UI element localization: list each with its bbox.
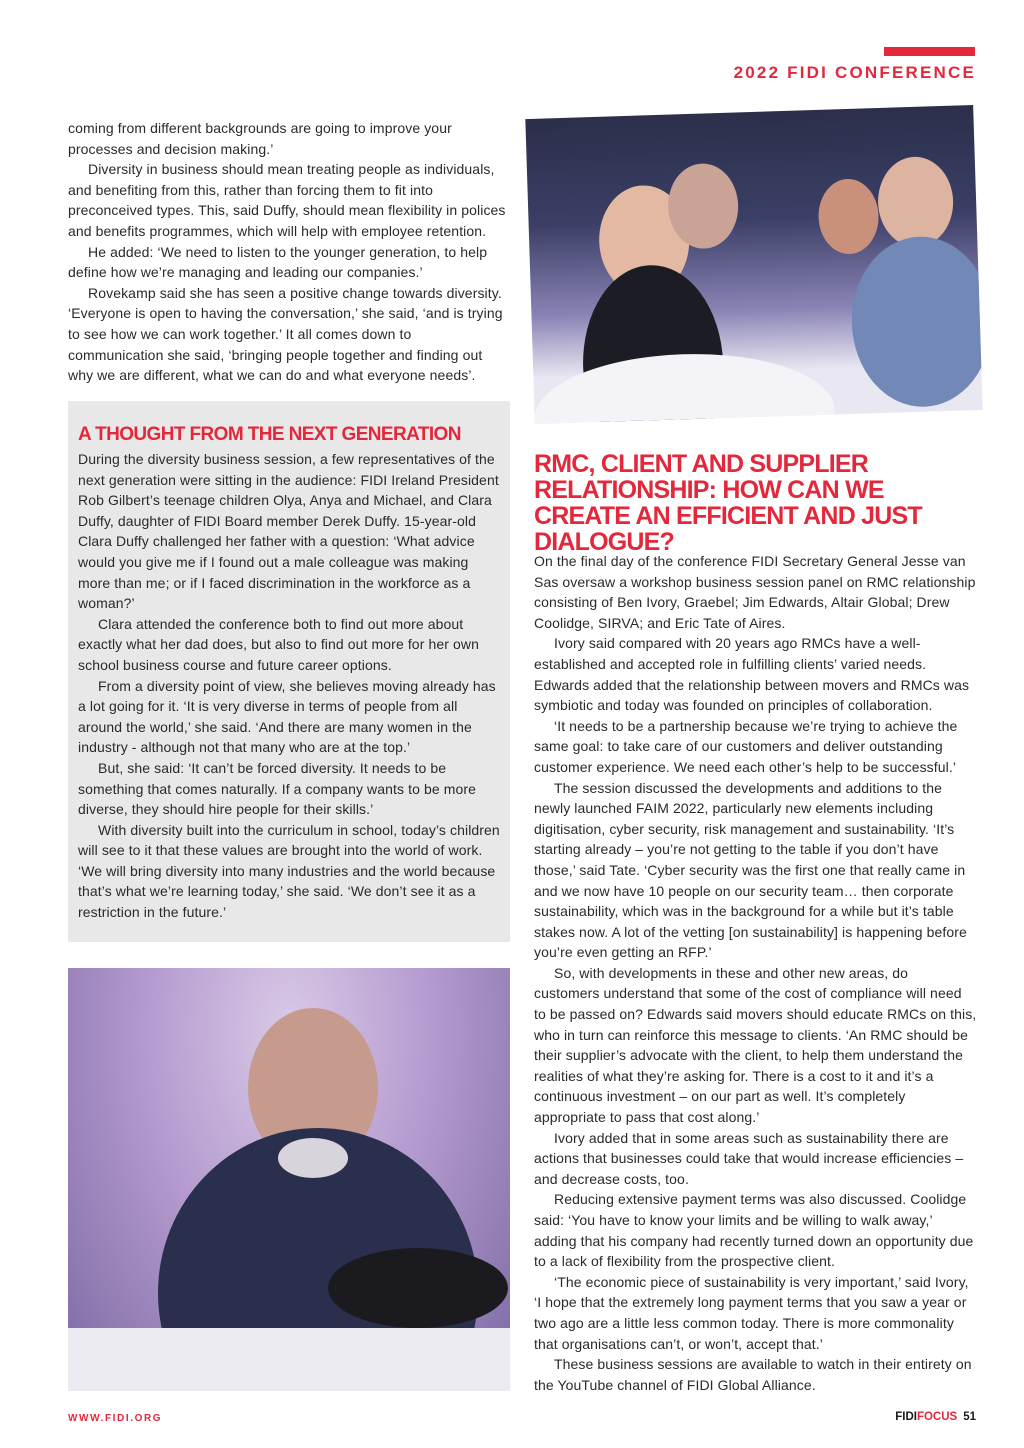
right-article <box>534 551 977 1395</box>
paragraph: Reducing extensive payment terms was also discussed. Coolidge said: ‘You have to know your limits and be willing to walk away,’ adding that his company had recently turned down an opportunity due to a lack of flexibility from the prospective client. <box>534 1191 974 1270</box>
paragraph: These business sessions are available to watch in their entirety on the YouTube channel of FIDI Global Alliance. <box>534 1356 972 1393</box>
section-title: 2022 FIDI CONFERENCE <box>733 63 976 82</box>
paragraph: coming from different backgrounds are going to improve your processes and decision making.’ <box>68 120 452 157</box>
paragraph: With diversity built into the curriculum in school, today’s children will see to it that these values are brought into the world of work. ‘We will bring diversity into many industries and the world because that’s what we’re learning today,’ she said. ‘We don’t see it as a restriction in the future.’ <box>78 821 500 921</box>
audience-photo <box>525 105 982 424</box>
paragraph: Rovekamp said she has seen a positive change towards diversity. ‘Everyone is open to having the conversation,’ she said, ‘and is trying to see how we can work together.’ It all comes down to communication she said, ‘bringing people together and finding out why we are different, what we can do and what everyone needs’. <box>68 284 503 384</box>
paragraph: But, she said: ‘It can’t be forced diversity. It needs to be something that comes naturally. If a company wants to be more diverse, they should hire people for their skills.’ <box>78 759 477 818</box>
paragraph: Clara attended the conference both to find out more about exactly what her dad does, but also to find out more for her own school business course and future career options. <box>78 615 479 673</box>
brand-fidi: FIDI <box>895 1411 917 1423</box>
paragraph: ‘The economic piece of sustainability is very important,’ said Ivory, ‘I hope that the extremely long payment terms that you saw a year or two ago are a little less common today. There is more commonality that organisations can’t, or won’t, accept that.’ <box>534 1273 969 1352</box>
header-accent-bar <box>884 47 975 56</box>
paragraph: On the final day of the conference FIDI Secretary General Jesse van Sas oversaw a workshop business session panel on RMC relationship consisting of Ben Ivory, Graebel; Jim Edwards, Altair Global; Drew Coolidge, SIRVA; and Eric Tate of Aires. <box>534 553 976 631</box>
left-article <box>68 118 510 386</box>
website-link[interactable]: WWW.FIDI.ORG <box>68 1413 163 1424</box>
footer-brand <box>895 1411 976 1423</box>
sidebar-box <box>68 401 510 942</box>
paragraph: He added: ‘We need to listen to the younger generation, to help define how we’re managing and leading our companies.’ <box>68 243 488 281</box>
paragraph: Ivory added that in some areas such as sustainability there are actions that businesses could take that would increase efficiencies – and decrease costs, too. <box>534 1129 964 1187</box>
sidebar-title: A THOUGHT FROM THE NEXT GENERATION <box>78 424 461 445</box>
paragraph: Diversity in business should mean treating people as individuals, and benefiting from this, rather than forcing them to fit into preconceived types. This, said Duffy, should mean flexibility in polices and benefits programmes, which will help with employee retention. <box>68 161 506 239</box>
paragraph: During the diversity business session, a few representatives of the next generation were sitting in the audience: FIDI Ireland President Rob Gilbert’s teenage children Olya, Anya and Michael, and Clara Duffy, daughter of FIDI Board member Derek Duffy. 15-year-old Clara Duffy challenged her father with a question: ‘What advice would you give me if I found out a male colleague was making more than me; or if I faced discrimination in the workforce as a woman?’ <box>78 451 499 612</box>
page-number: 51 <box>963 1411 976 1423</box>
brand-focus: FOCUS <box>916 1411 958 1423</box>
paragraph: ‘It needs to be a partnership because we’re trying to achieve the same goal: to take care of our customers and deliver outstanding customer experience. We need each other’s help to be successful.’ <box>534 717 958 775</box>
paragraph: So, with developments in these and other new areas, do customers understand that some of the cost of compliance will need to be passed on? Edwards said movers should educate RMCs on this, who in turn can reinforce this message to clients. ‘An RMC should be their supplier’s advocate with the client, to help them understand the realities of what they’re asking for. There is a cost to it and it’s a continuous investment – on our part as well. It’s completely appropriate to pass that cost along.’ <box>534 964 977 1126</box>
paragraph: The session discussed the developments and additions to the newly launched FAIM 2022, particularly new elements including digitisation, cyber security, risk management and sustainability. ‘It’s starting already – you’re not getting to the table if you don’t have those,’ said Tate. ‘Cyber security was the first one that really came in and we now have 10 people on our security team… then corporate sustainability, which was in the background for a while but it’s table stakes now. A lot of the vetting [on sustainability] is happening before you’re even getting an RFP.’ <box>534 779 967 961</box>
paragraph: From a diversity point of view, she believes moving already has a lot going for it. ‘It is very diverse in terms of people from all around the world,’ she said. ‘And there are many women in the industry - although not that many who are at the top.’ <box>78 677 496 756</box>
article-headline: RMC, CLIENT AND SUPPLIER RELATIONSHIP: HOW CAN WE CREATE AN EFFICIENT AND JUST DIALOGUE? <box>534 450 922 556</box>
paragraph: Ivory said compared with 20 years ago RMCs have a well-established and accepted role in fulfilling clients’ varied needs. Edwards added that the relationship between movers and RMCs was symbiotic and today was founded on principles of collaboration. <box>534 635 970 714</box>
speaker-photo <box>68 968 510 1391</box>
